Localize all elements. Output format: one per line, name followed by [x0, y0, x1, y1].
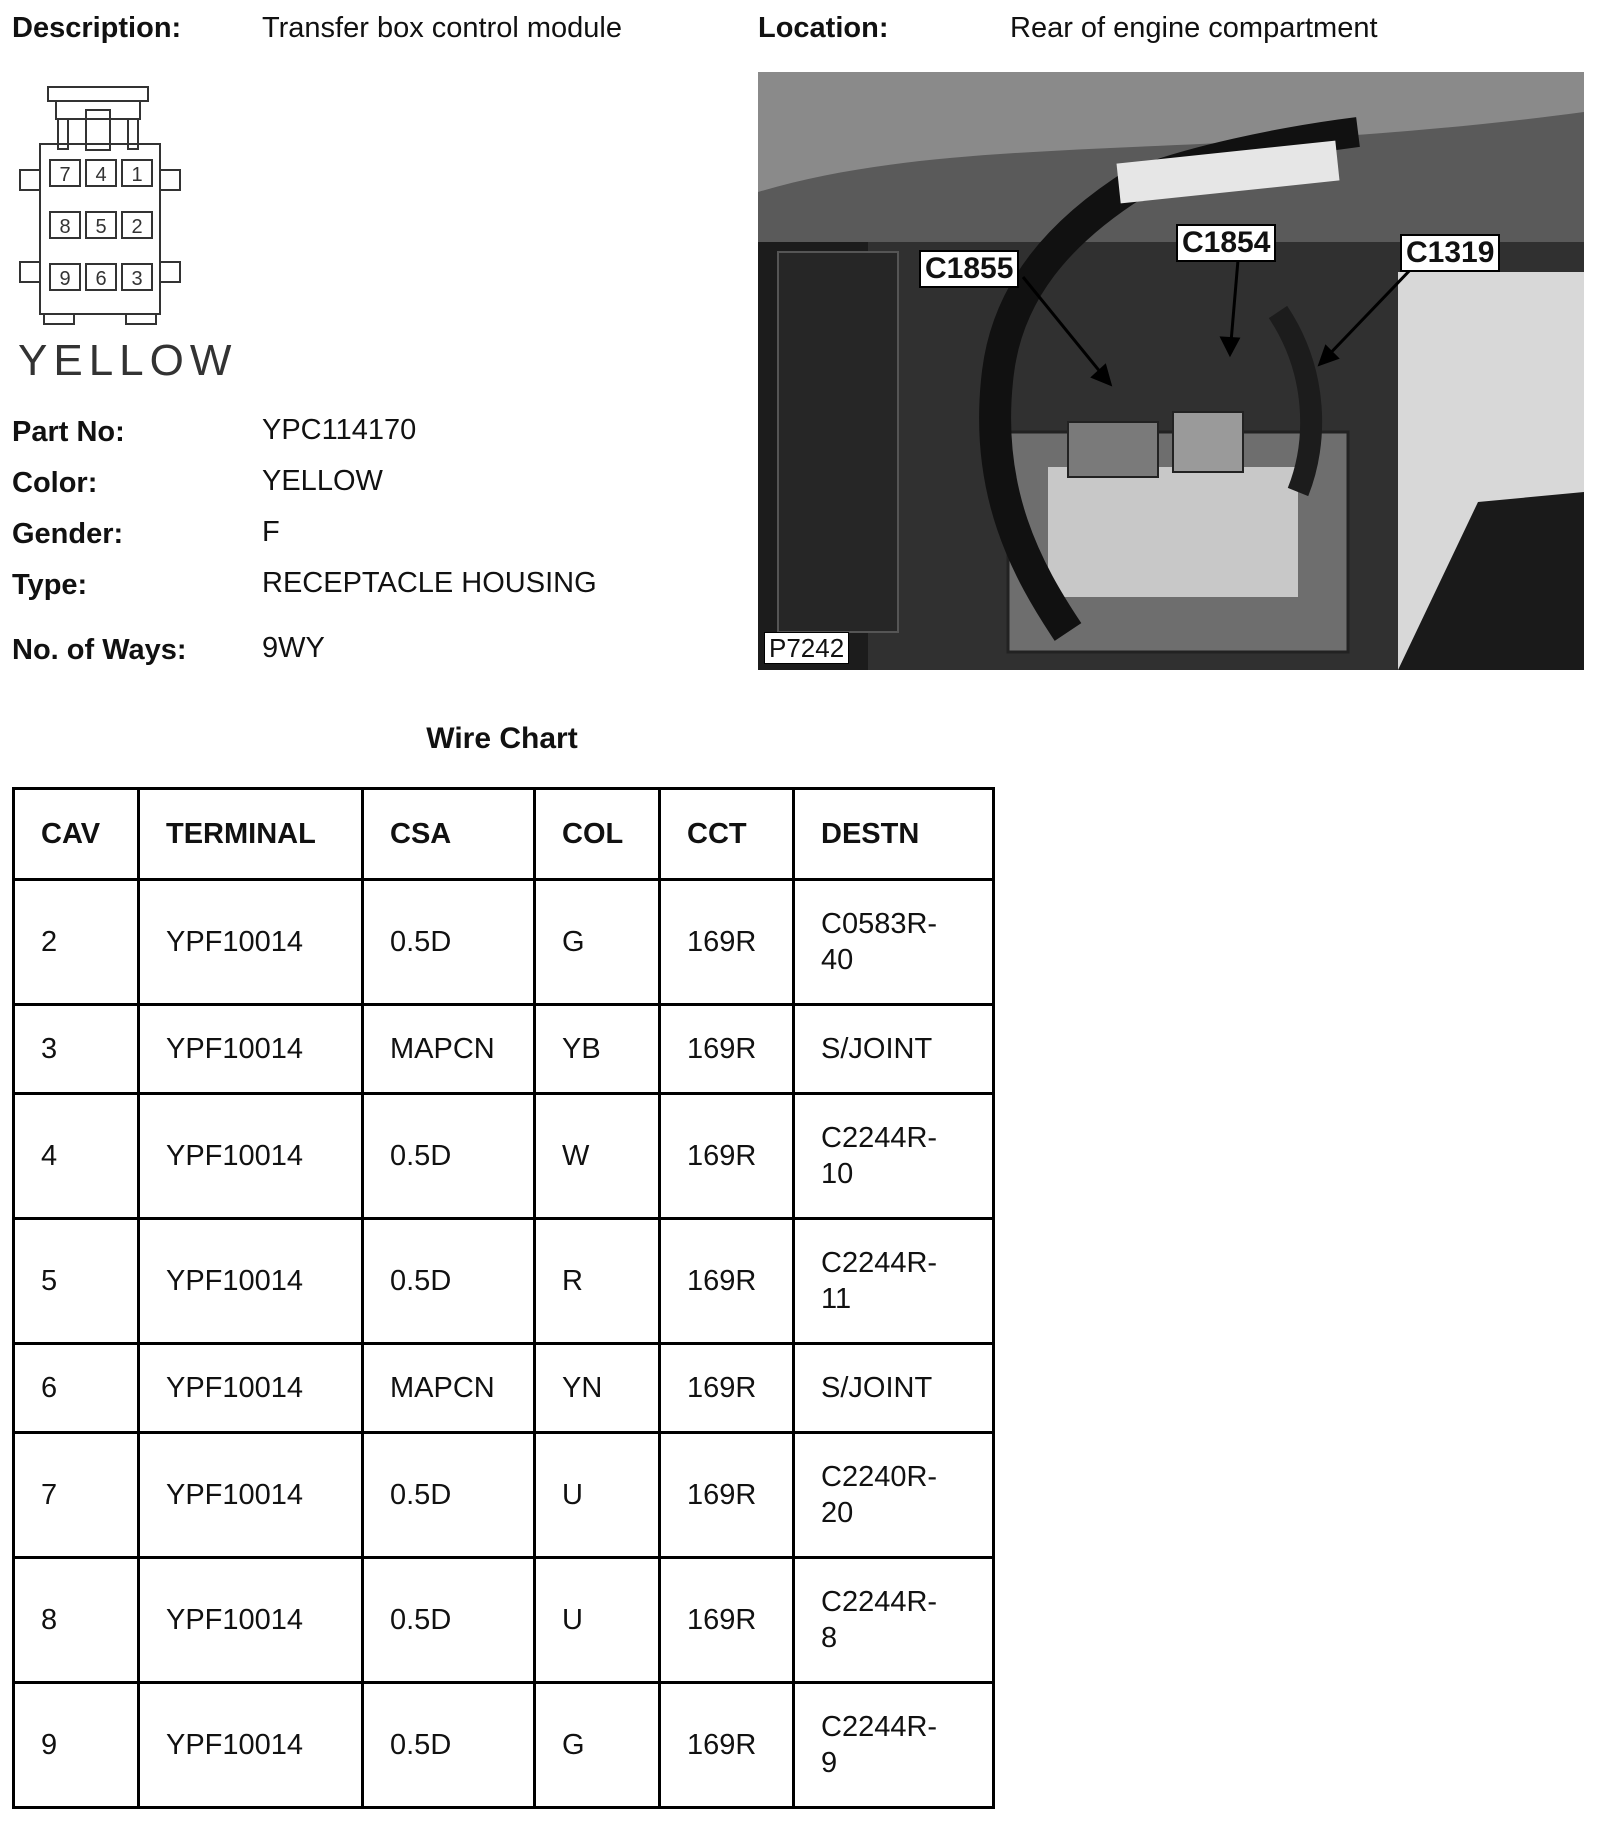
column-header-cav: CAV: [14, 789, 139, 880]
description-label: Description:: [12, 12, 182, 44]
table-row: [14, 1433, 994, 1558]
cell-csa: 0.5D: [363, 1219, 535, 1344]
location-label: Location:: [758, 12, 889, 44]
cell-terminal: YPF10014: [139, 1005, 363, 1094]
column-header-col: COL: [535, 789, 660, 880]
cell-cav: 7: [14, 1433, 139, 1558]
cavity-5: 5: [95, 216, 107, 238]
cell-destn: C2244R- 11: [794, 1219, 994, 1344]
cell-cav: 3: [14, 1005, 139, 1094]
table-row: [14, 1094, 994, 1219]
callout-c1855: C1855: [919, 250, 1019, 288]
cell-col: R: [535, 1219, 660, 1344]
cell-csa: 0.5D: [363, 1683, 535, 1808]
cell-csa: 0.5D: [363, 1433, 535, 1558]
cell-destn: C2240R- 20: [794, 1433, 994, 1558]
cell-col: U: [535, 1433, 660, 1558]
gender-value: F: [262, 516, 280, 548]
cell-col: G: [535, 880, 660, 1005]
cavity-1: 1: [131, 164, 143, 186]
column-header-cct: CCT: [660, 789, 794, 880]
cell-csa: 0.5D: [363, 880, 535, 1005]
cell-csa: 0.5D: [363, 1558, 535, 1683]
table-row: [14, 880, 994, 1005]
cell-cav: 6: [14, 1344, 139, 1433]
wire-chart-title: Wire Chart: [426, 722, 578, 755]
cell-col: YB: [535, 1005, 660, 1094]
connector-outline: [18, 82, 198, 332]
callout-c1854: C1854: [1176, 224, 1276, 262]
cell-cav: 5: [14, 1219, 139, 1344]
cell-col: G: [535, 1683, 660, 1808]
table-row: [14, 1344, 994, 1433]
table-header-row: [14, 789, 994, 880]
cavity-4: 4: [95, 164, 107, 186]
cavity-9: 9: [59, 268, 71, 290]
callout-c1319: C1319: [1400, 234, 1500, 272]
cell-destn: S/JOINT: [794, 1344, 994, 1433]
cell-cct: 169R: [660, 1683, 794, 1808]
cell-terminal: YPF10014: [139, 880, 363, 1005]
table-row: [14, 1558, 994, 1683]
part-no-value: YPC114170: [262, 414, 417, 446]
cavity-2: 2: [131, 216, 143, 238]
cell-terminal: YPF10014: [139, 1219, 363, 1344]
cell-cav: 9: [14, 1683, 139, 1808]
part-no-label: Part No:: [12, 416, 125, 448]
cell-cav: 2: [14, 880, 139, 1005]
description-value: Transfer box control module: [262, 12, 622, 44]
cell-destn: C2244R- 8: [794, 1558, 994, 1683]
cell-csa: MAPCN: [363, 1344, 535, 1433]
location-value: Rear of engine compartment: [1010, 12, 1378, 44]
cell-destn: S/JOINT: [794, 1005, 994, 1094]
cell-csa: 0.5D: [363, 1094, 535, 1219]
cell-cct: 169R: [660, 880, 794, 1005]
cell-terminal: YPF10014: [139, 1433, 363, 1558]
cell-terminal: YPF10014: [139, 1344, 363, 1433]
cell-destn: C2244R- 10: [794, 1094, 994, 1219]
color-value: YELLOW: [262, 465, 383, 497]
cell-cct: 169R: [660, 1219, 794, 1344]
no-of-ways-value: 9WY: [262, 632, 325, 664]
cavity-8: 8: [59, 216, 71, 238]
column-header-terminal: TERMINAL: [139, 789, 363, 880]
cavity-7: 7: [59, 164, 71, 186]
type-label: Type:: [12, 569, 88, 601]
photo-illustration: [758, 72, 1584, 670]
cell-col: W: [535, 1094, 660, 1219]
cavity-6: 6: [95, 268, 107, 290]
column-header-destn: DESTN: [794, 789, 994, 880]
cell-cav: 4: [14, 1094, 139, 1219]
no-of-ways-label: No. of Ways:: [12, 634, 187, 666]
cell-cav: 8: [14, 1558, 139, 1683]
cell-col: YN: [535, 1344, 660, 1433]
cell-col: U: [535, 1558, 660, 1683]
table-row: [14, 1005, 994, 1094]
wire-chart-table: [12, 787, 995, 1809]
cell-cct: 169R: [660, 1433, 794, 1558]
cell-terminal: YPF10014: [139, 1558, 363, 1683]
column-header-csa: CSA: [363, 789, 535, 880]
connector-face-diagram: [18, 82, 198, 337]
cell-cct: 169R: [660, 1005, 794, 1094]
connector-color-text: YELLOW: [18, 336, 238, 385]
cell-cct: 169R: [660, 1094, 794, 1219]
type-value: RECEPTACLE HOUSING: [262, 567, 597, 599]
cell-destn: C2244R- 9: [794, 1683, 994, 1808]
color-label: Color:: [12, 467, 98, 499]
location-photo: [758, 72, 1584, 670]
cell-cct: 169R: [660, 1558, 794, 1683]
cell-destn: C0583R- 40: [794, 880, 994, 1005]
photo-id-label: P7242: [764, 632, 849, 664]
cell-csa: MAPCN: [363, 1005, 535, 1094]
gender-label: Gender:: [12, 518, 124, 550]
cell-terminal: YPF10014: [139, 1683, 363, 1808]
cell-terminal: YPF10014: [139, 1094, 363, 1219]
table-row: [14, 1219, 994, 1344]
cavity-3: 3: [131, 268, 143, 290]
table-row: [14, 1683, 994, 1808]
cell-cct: 169R: [660, 1344, 794, 1433]
